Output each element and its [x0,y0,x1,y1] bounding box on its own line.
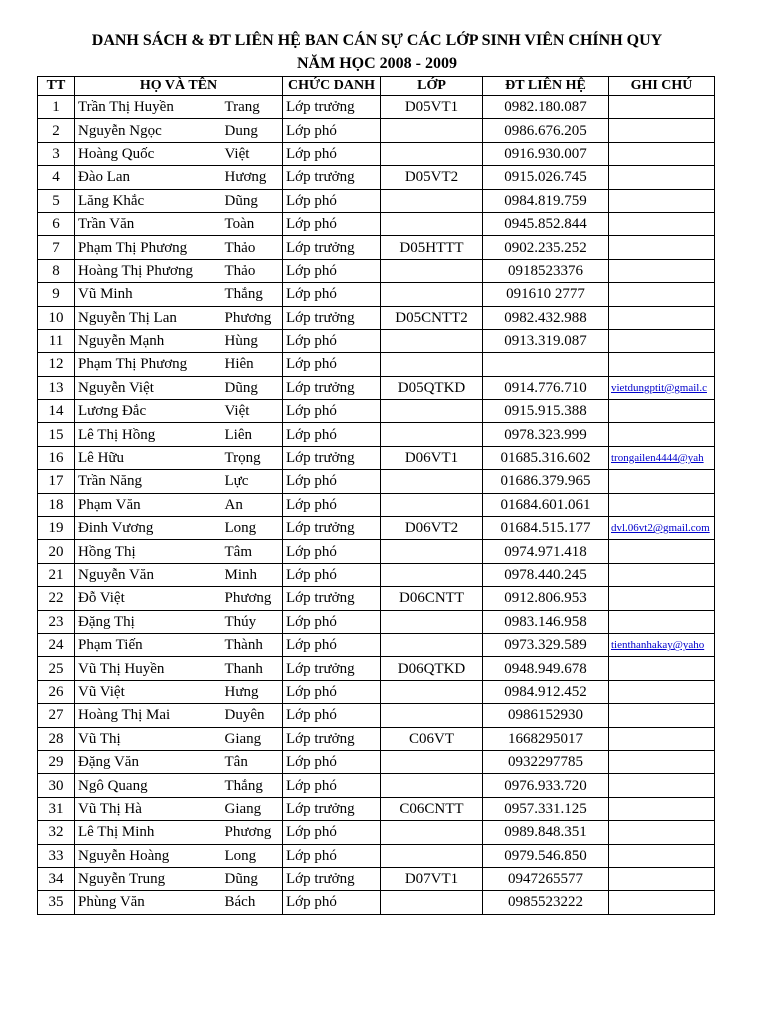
row-note-email[interactable]: vietdungptit@gmail.c [609,376,715,399]
row-note-email [609,353,715,376]
row-position: Lớp trưởng [283,657,381,680]
row-family-name: Vũ Thị Huyền [75,657,223,680]
row-number: 23 [38,610,75,633]
row-position: Lớp trưởng [283,587,381,610]
row-class [381,423,483,446]
row-given-name: Dũng [223,376,283,399]
row-position: Lớp trưởng [283,867,381,890]
row-number: 27 [38,704,75,727]
row-position: Lớp phó [283,423,381,446]
row-phone: 0957.331.125 [483,797,609,820]
row-number: 25 [38,657,75,680]
row-number: 31 [38,797,75,820]
row-position: Lớp trưởng [283,727,381,750]
row-phone: 0912.806.953 [483,587,609,610]
row-given-name: An [223,493,283,516]
row-class: D06VT2 [381,517,483,540]
row-family-name: Phạm Tiến [75,633,223,656]
row-given-name: Thanh [223,657,283,680]
row-class [381,329,483,352]
row-given-name: Toàn [223,212,283,235]
row-class [381,704,483,727]
row-given-name: Hùng [223,329,283,352]
row-number: 26 [38,680,75,703]
table-row [38,283,715,306]
row-note-email [609,212,715,235]
row-class: D07VT1 [381,867,483,890]
row-family-name: Hồng Thị [75,540,223,563]
header-dt: ĐT LIÊN HỆ [483,77,609,96]
table-body [38,96,715,915]
row-class [381,470,483,493]
row-number: 29 [38,750,75,773]
row-note-email [609,540,715,563]
row-note-email [609,96,715,119]
header-tt: TT [38,77,75,96]
row-position: Lớp phó [283,493,381,516]
row-family-name: Vũ Minh [75,283,223,306]
row-number: 18 [38,493,75,516]
row-class [381,821,483,844]
row-position: Lớp phó [283,119,381,142]
row-phone: 0986.676.205 [483,119,609,142]
contact-table [37,76,715,915]
row-position: Lớp phó [283,189,381,212]
row-phone: 0984.912.452 [483,680,609,703]
row-class: C06CNTT [381,797,483,820]
row-given-name: Liên [223,423,283,446]
row-note-email [609,821,715,844]
row-number: 33 [38,844,75,867]
row-phone: 0945.852.844 [483,212,609,235]
row-given-name: Thúy [223,610,283,633]
row-number: 10 [38,306,75,329]
row-given-name: Hưng [223,680,283,703]
row-note-email [609,704,715,727]
row-number: 14 [38,400,75,423]
table-row [38,797,715,820]
row-family-name: Ngô Quang [75,774,223,797]
row-family-name: Hoàng Quốc [75,142,223,165]
table-row [38,680,715,703]
row-given-name: Phương [223,821,283,844]
row-family-name: Nguyễn Hoàng [75,844,223,867]
row-phone: 0948.949.678 [483,657,609,680]
row-note-email [609,283,715,306]
row-position: Lớp phó [283,283,381,306]
row-note-email [609,587,715,610]
row-class [381,891,483,914]
row-position: Lớp phó [283,470,381,493]
row-note-email [609,750,715,773]
row-class [381,189,483,212]
row-position: Lớp phó [283,750,381,773]
row-given-name: Trọng [223,446,283,469]
table-row [38,329,715,352]
table-row [38,306,715,329]
table-row [38,540,715,563]
row-class: D06CNTT [381,587,483,610]
row-given-name: Thảo [223,236,283,259]
row-number: 30 [38,774,75,797]
table-row [38,844,715,867]
table-row [38,821,715,844]
row-number: 9 [38,283,75,306]
row-class [381,774,483,797]
row-family-name: Vũ Thị Hà [75,797,223,820]
page-subtitle: NĂM HỌC 2008 - 2009 [297,55,457,72]
row-given-name: Giang [223,797,283,820]
table-row [38,517,715,540]
table-row [38,423,715,446]
row-number: 12 [38,353,75,376]
row-note-email [609,400,715,423]
row-number: 8 [38,259,75,282]
row-class [381,610,483,633]
row-family-name: Phùng Văn [75,891,223,914]
row-position: Lớp trưởng [283,236,381,259]
row-given-name: Thảo [223,259,283,282]
row-note-email [609,680,715,703]
table-row [38,400,715,423]
row-given-name: Việt [223,400,283,423]
row-family-name: Trần Thị Huyền [75,96,223,119]
row-phone: 0983.146.958 [483,610,609,633]
row-given-name: Việt [223,142,283,165]
row-number: 34 [38,867,75,890]
row-note-email [609,259,715,282]
row-class: D05QTKD [381,376,483,399]
row-phone: 01684.515.177 [483,517,609,540]
row-position: Lớp trưởng [283,797,381,820]
row-given-name: Duyên [223,704,283,727]
table-row [38,587,715,610]
row-family-name: Lê Thị Minh [75,821,223,844]
row-position: Lớp phó [283,259,381,282]
row-phone: 0974.971.418 [483,540,609,563]
row-number: 6 [38,212,75,235]
row-position: Lớp phó [283,891,381,914]
row-family-name: Đặng Văn [75,750,223,773]
row-given-name: Phương [223,306,283,329]
row-number: 28 [38,727,75,750]
row-position: Lớp phó [283,680,381,703]
table-row [38,353,715,376]
row-note-email [609,423,715,446]
row-phone: 01684.601.061 [483,493,609,516]
row-phone: 01685.316.602 [483,446,609,469]
row-position: Lớp phó [283,329,381,352]
row-class [381,142,483,165]
row-class: D05HTTT [381,236,483,259]
row-phone: 01686.379.965 [483,470,609,493]
row-given-name: Dũng [223,867,283,890]
row-number: 1 [38,96,75,119]
row-given-name: Phương [223,587,283,610]
row-phone: 0978.440.245 [483,563,609,586]
row-number: 3 [38,142,75,165]
row-class: C06VT [381,727,483,750]
row-number: 17 [38,470,75,493]
row-class: D06QTKD [381,657,483,680]
row-phone: 0989.848.351 [483,821,609,844]
table-row [38,212,715,235]
table-row [38,236,715,259]
row-phone [483,353,609,376]
row-phone: 0902.235.252 [483,236,609,259]
table-row [38,867,715,890]
table-row [38,96,715,119]
row-family-name: Nguyễn Văn [75,563,223,586]
row-class: D05CNTT2 [381,306,483,329]
row-phone: 0914.776.710 [483,376,609,399]
row-family-name: Lê Thị Hồng [75,423,223,446]
row-phone: 0978.323.999 [483,423,609,446]
row-position: Lớp phó [283,540,381,563]
row-class [381,212,483,235]
row-family-name: Nguyễn Mạnh [75,329,223,352]
row-number: 13 [38,376,75,399]
row-given-name: Tân [223,750,283,773]
row-family-name: Nguyễn Trung [75,867,223,890]
table-row [38,657,715,680]
row-note-email [609,797,715,820]
row-family-name: Đinh Vương [75,517,223,540]
table-row [38,470,715,493]
table-row [38,166,715,189]
row-phone: 0976.933.720 [483,774,609,797]
row-given-name: Long [223,844,283,867]
row-given-name: Hiên [223,353,283,376]
table-row [38,633,715,656]
row-note-email [609,610,715,633]
row-position: Lớp trưởng [283,166,381,189]
row-phone: 0984.819.759 [483,189,609,212]
row-given-name: Thắng [223,774,283,797]
row-family-name: Trần Năng [75,470,223,493]
row-phone: 0932297785 [483,750,609,773]
row-note-email [609,236,715,259]
row-number: 22 [38,587,75,610]
row-position: Lớp phó [283,563,381,586]
row-phone: 0915.915.388 [483,400,609,423]
row-given-name: Dung [223,119,283,142]
row-family-name: Đào Lan [75,166,223,189]
row-note-email [609,727,715,750]
row-note-email [609,563,715,586]
row-class: D05VT1 [381,96,483,119]
row-given-name: Thắng [223,283,283,306]
table-row [38,446,715,469]
table-row [38,891,715,914]
header-ghichu: GHI CHÚ [609,77,715,96]
row-given-name: Bách [223,891,283,914]
page-title: DANH SÁCH & ĐT LIÊN HỆ BAN CÁN SỰ CÁC LỚP SINH VIÊN CHÍNH QUY [91,32,663,49]
row-family-name: Nguyễn Thị Lan [75,306,223,329]
row-note-email [609,166,715,189]
row-note-email [609,844,715,867]
table-row [38,610,715,633]
row-class [381,750,483,773]
row-class [381,353,483,376]
row-position: Lớp trưởng [283,376,381,399]
row-class [381,680,483,703]
row-number: 35 [38,891,75,914]
row-note-email[interactable]: dvl.06vt2@gmail.com [609,517,715,540]
table-row [38,119,715,142]
table-row [38,563,715,586]
row-phone: 0985523222 [483,891,609,914]
row-family-name: Lê Hữu [75,446,223,469]
row-phone: 0918523376 [483,259,609,282]
row-number: 4 [38,166,75,189]
row-note-email [609,493,715,516]
row-family-name: Lăng Khắc [75,189,223,212]
table-row [38,189,715,212]
row-class: D05VT2 [381,166,483,189]
row-class: D06VT1 [381,446,483,469]
row-given-name: Long [223,517,283,540]
table-row [38,727,715,750]
row-phone: 0982.180.087 [483,96,609,119]
row-note-email [609,891,715,914]
table-row [38,376,715,399]
row-note-email[interactable]: trongailen4444@yah [609,446,715,469]
row-family-name: Hoàng Thị Phương [75,259,223,282]
row-position: Lớp trưởng [283,306,381,329]
row-note-email[interactable]: tienthanhakay@yaho [609,633,715,656]
row-phone: 1668295017 [483,727,609,750]
row-given-name: Thành [223,633,283,656]
row-note-email [609,774,715,797]
row-phone: 091610 2777 [483,283,609,306]
row-family-name: Phạm Thị Phương [75,353,223,376]
table-row [38,704,715,727]
table-row [38,750,715,773]
row-number: 24 [38,633,75,656]
row-number: 32 [38,821,75,844]
row-family-name: Phạm Văn [75,493,223,516]
row-family-name: Lương Đắc [75,400,223,423]
row-position: Lớp phó [283,142,381,165]
row-number: 21 [38,563,75,586]
row-given-name: Dũng [223,189,283,212]
row-position: Lớp trưởng [283,96,381,119]
row-family-name: Phạm Thị Phương [75,236,223,259]
row-given-name: Tâm [223,540,283,563]
row-class [381,633,483,656]
header-chucdanh: CHỨC DANH [283,77,381,96]
row-phone: 0979.546.850 [483,844,609,867]
row-class [381,493,483,516]
row-class [381,540,483,563]
row-position: Lớp trưởng [283,446,381,469]
row-phone: 0915.026.745 [483,166,609,189]
row-position: Lớp phó [283,821,381,844]
row-position: Lớp phó [283,844,381,867]
header-lop: LỚP [381,77,483,96]
row-position: Lớp phó [283,704,381,727]
row-number: 7 [38,236,75,259]
row-note-email [609,329,715,352]
row-note-email [609,142,715,165]
row-number: 15 [38,423,75,446]
row-number: 16 [38,446,75,469]
row-class [381,400,483,423]
row-family-name: Vũ Thị [75,727,223,750]
row-given-name: Minh [223,563,283,586]
row-note-email [609,867,715,890]
table-row [38,259,715,282]
row-class [381,844,483,867]
row-family-name: Đặng Thị [75,610,223,633]
row-position: Lớp phó [283,774,381,797]
row-number: 11 [38,329,75,352]
row-note-email [609,189,715,212]
row-number: 2 [38,119,75,142]
row-number: 19 [38,517,75,540]
row-note-email [609,470,715,493]
row-position: Lớp phó [283,400,381,423]
row-phone: 0973.329.589 [483,633,609,656]
row-note-email [609,657,715,680]
row-position: Lớp phó [283,353,381,376]
row-phone: 0947265577 [483,867,609,890]
row-family-name: Trần Văn [75,212,223,235]
row-family-name: Nguyễn Việt [75,376,223,399]
table-row [38,774,715,797]
row-number: 20 [38,540,75,563]
row-family-name: Đỗ Việt [75,587,223,610]
row-position: Lớp phó [283,633,381,656]
table-header-row [38,77,715,96]
row-phone: 0982.432.988 [483,306,609,329]
row-position: Lớp trưởng [283,517,381,540]
row-class [381,119,483,142]
table-row [38,142,715,165]
row-family-name: Hoàng Thị Mai [75,704,223,727]
row-position: Lớp phó [283,610,381,633]
row-given-name: Giang [223,727,283,750]
row-position: Lớp phó [283,212,381,235]
row-given-name: Lực [223,470,283,493]
row-given-name: Trang [223,96,283,119]
table-row [38,493,715,516]
row-phone: 0913.319.087 [483,329,609,352]
row-given-name: Hương [223,166,283,189]
row-note-email [609,119,715,142]
row-class [381,283,483,306]
row-class [381,563,483,586]
header-hoten: HỌ VÀ TÊN [75,77,283,96]
row-phone: 0986152930 [483,704,609,727]
row-family-name: Vũ Việt [75,680,223,703]
row-phone: 0916.930.007 [483,142,609,165]
row-note-email [609,306,715,329]
row-family-name: Nguyễn Ngọc [75,119,223,142]
row-class [381,259,483,282]
row-number: 5 [38,189,75,212]
